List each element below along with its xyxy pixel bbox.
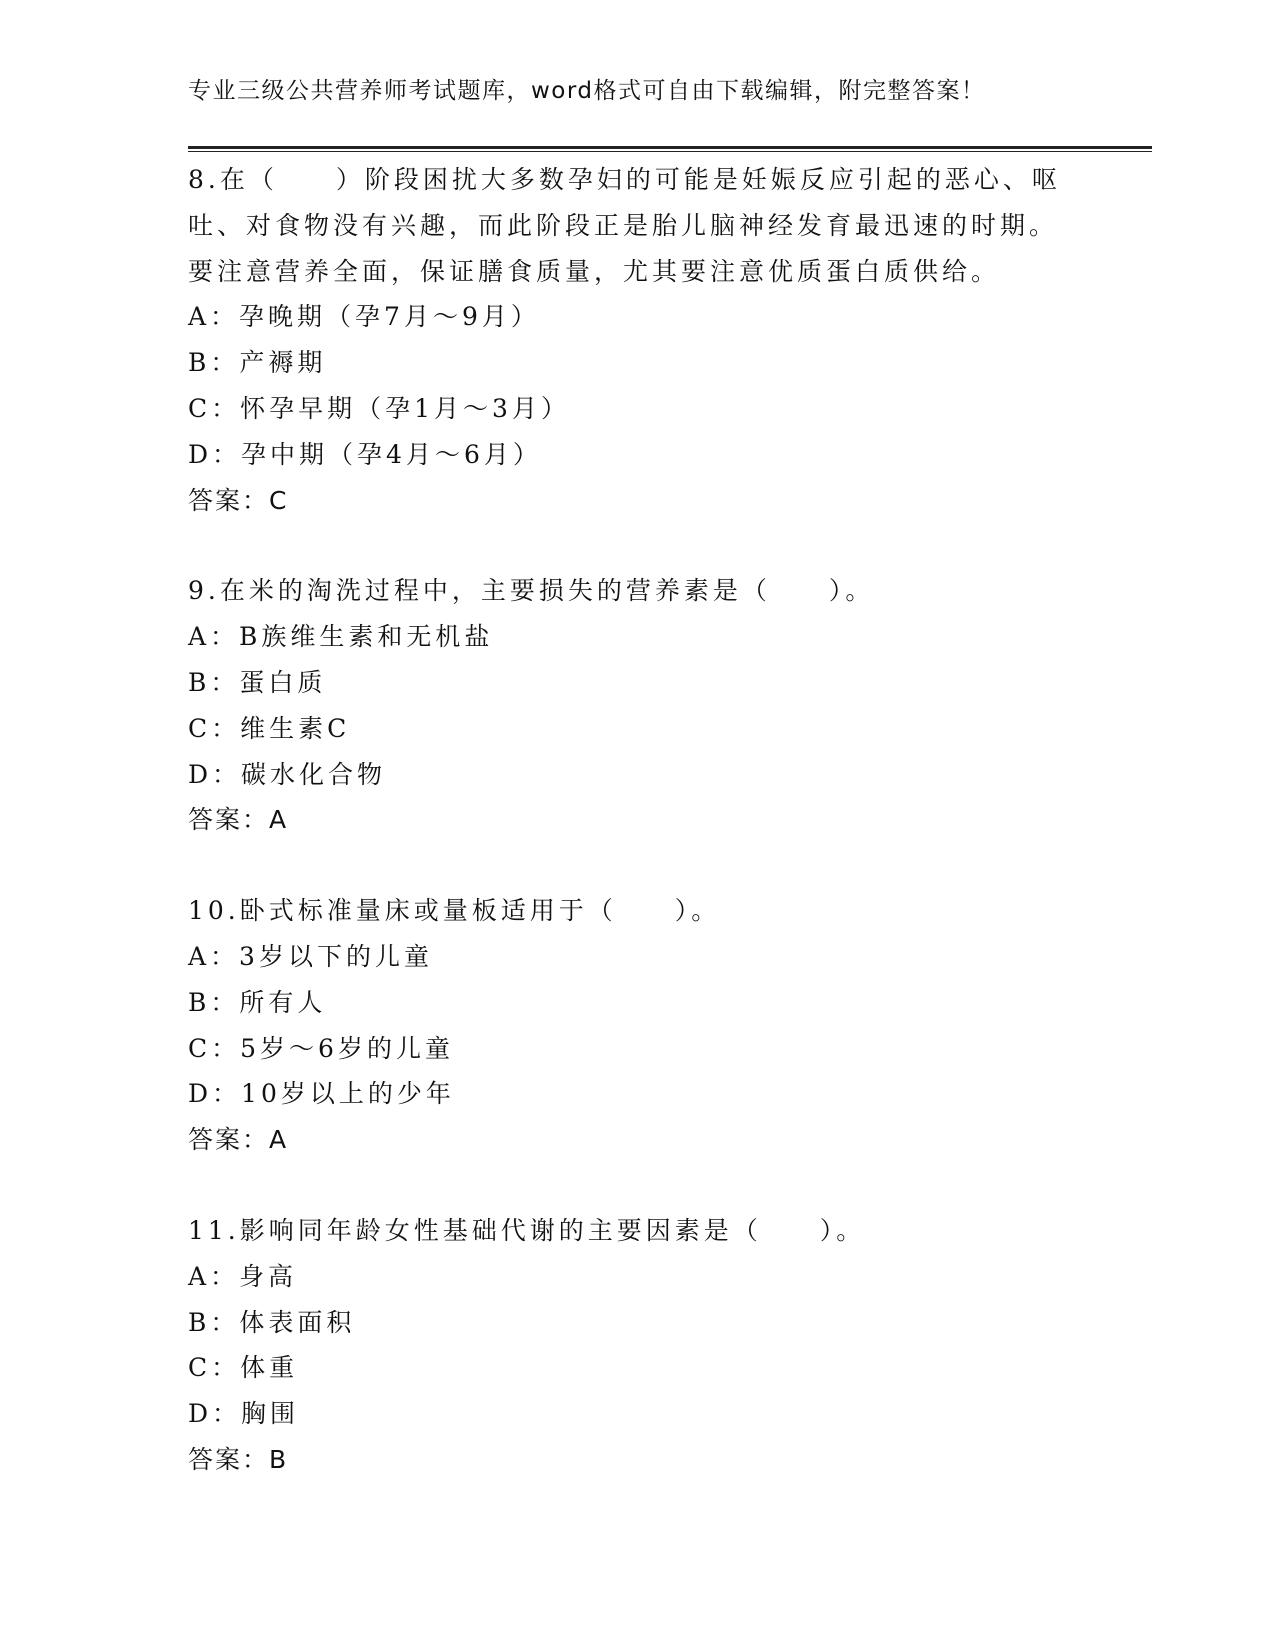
option-b: B：产褥期 (188, 348, 327, 378)
question-stem-line: 9.在米的淘洗过程中，主要损失的营养素是（ ）。 (188, 576, 875, 606)
question-stem-line: 要注意营养全面，保证膳食质量，尤其要注意优质蛋白质供给。 (188, 256, 1001, 286)
question-9 (188, 568, 1088, 843)
answer: 答案：B (188, 1444, 289, 1474)
option-b: B：体表面积 (188, 1307, 356, 1337)
option-c: C：体重 (188, 1353, 299, 1383)
question-10 (188, 888, 1088, 1163)
question-stem-line: 吐、对食物没有兴趣，而此阶段正是胎儿脑神经发育最迅速的时期。 (188, 210, 1059, 240)
spacer (188, 1163, 1088, 1208)
option-b: B：所有人 (188, 987, 327, 1017)
option-a: A：B族维生素和无机盐 (188, 622, 494, 652)
answer: 答案：C (188, 485, 289, 515)
question-stem-line: 11.影响同年龄女性基础代谢的主要因素是（ ）。 (188, 1215, 866, 1245)
option-a: A：身高 (188, 1261, 298, 1291)
spacer (188, 523, 1088, 568)
option-c: C：维生素C (188, 713, 351, 743)
header-rule-thin (188, 151, 1152, 152)
option-b: B：蛋白质 (188, 667, 327, 697)
question-8 (188, 157, 1088, 523)
option-d: D：孕中期（孕4月～6月） (188, 439, 542, 469)
question-11 (188, 1208, 1088, 1483)
question-list (188, 157, 1088, 1483)
answer: 答案：A (188, 805, 289, 835)
header-rule-thick (188, 146, 1152, 149)
option-d: D：胸围 (188, 1399, 300, 1429)
page-header: 专业三级公共营养师考试题库，word格式可自由下载编辑，附完整答案！ (188, 78, 986, 104)
option-a: A：3岁以下的儿童 (188, 941, 433, 971)
answer: 答案：A (188, 1125, 289, 1155)
option-d: D：10岁以上的少年 (188, 1079, 455, 1109)
option-d: D：碳水化合物 (188, 759, 387, 789)
question-stem-line: 10.卧式标准量床或量板适用于（ ）。 (188, 896, 721, 926)
option-a: A：孕晚期（孕7月～9月） (188, 302, 540, 332)
option-c: C：怀孕早期（孕1月～3月） (188, 393, 570, 423)
question-stem-line: 8.在（ ）阶段困扰大多数孕妇的可能是妊娠反应引起的恶心、呕 (188, 165, 1061, 194)
option-c: C：5岁～6岁的儿童 (188, 1033, 454, 1063)
spacer (188, 843, 1088, 888)
